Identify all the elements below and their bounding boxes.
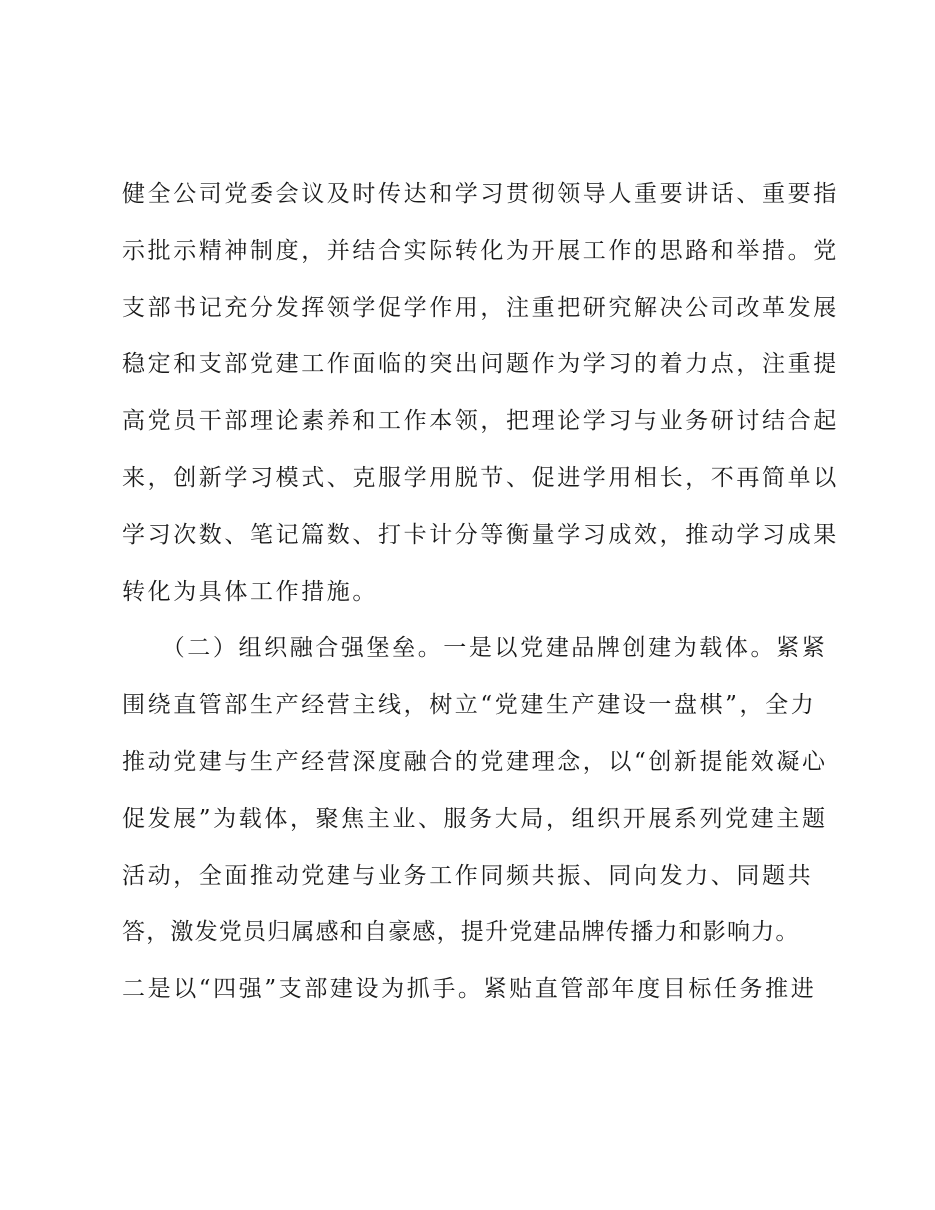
- text-line: 围绕直管部生产经营主线，树立“党建生产建设一盘棋”，全力: [122, 692, 817, 719]
- text-line: 学习次数、笔记篇数、打卡计分等衡量学习成效，推动学习成果: [122, 521, 839, 548]
- body-text: [122, 172, 839, 1024]
- text-line: 活动，全面推动党建与业务工作同频共振、同向发力、同题共: [122, 862, 814, 889]
- text-line: 示批示精神制度，并结合实际转化为开展工作的思路和举措。党: [122, 237, 839, 264]
- section-heading-line: （二）组织融合强堡垒。一是以党建品牌创建为载体。紧紧: [122, 635, 828, 662]
- text-line: 支部书记充分发挥领学促学作用，注重把研究解决公司改革发展: [122, 294, 839, 321]
- text-line: 来，创新学习模式、克服学用脱节、促进学用相长，不再简单以: [122, 464, 839, 491]
- text-line: 健全公司党委会议及时传达和学习贯彻领导人重要讲话、重要指: [122, 181, 839, 207]
- text-line: 二是以“四强”支部建设为抓手。紧贴直管部年度目标任务推进: [122, 976, 817, 1003]
- text-line: 转化为具体工作措施。: [122, 578, 378, 605]
- text-line: 促发展”为载体，聚焦主业、服务大局，组织开展系列党建主题: [122, 805, 828, 832]
- text-line: 推动党建与生产经营深度融合的党建理念，以“创新提能效凝心: [122, 748, 828, 775]
- text-line: 答，激发党员归属感和自豪感，提升党建品牌传播力和影响力。: [122, 919, 800, 946]
- text-line: 稳定和支部党建工作面临的突出问题作为学习的着力点，注重提: [122, 351, 839, 378]
- text-line: 高党员干部理论素养和工作本领，把理论学习与业务研讨结合起: [122, 408, 839, 435]
